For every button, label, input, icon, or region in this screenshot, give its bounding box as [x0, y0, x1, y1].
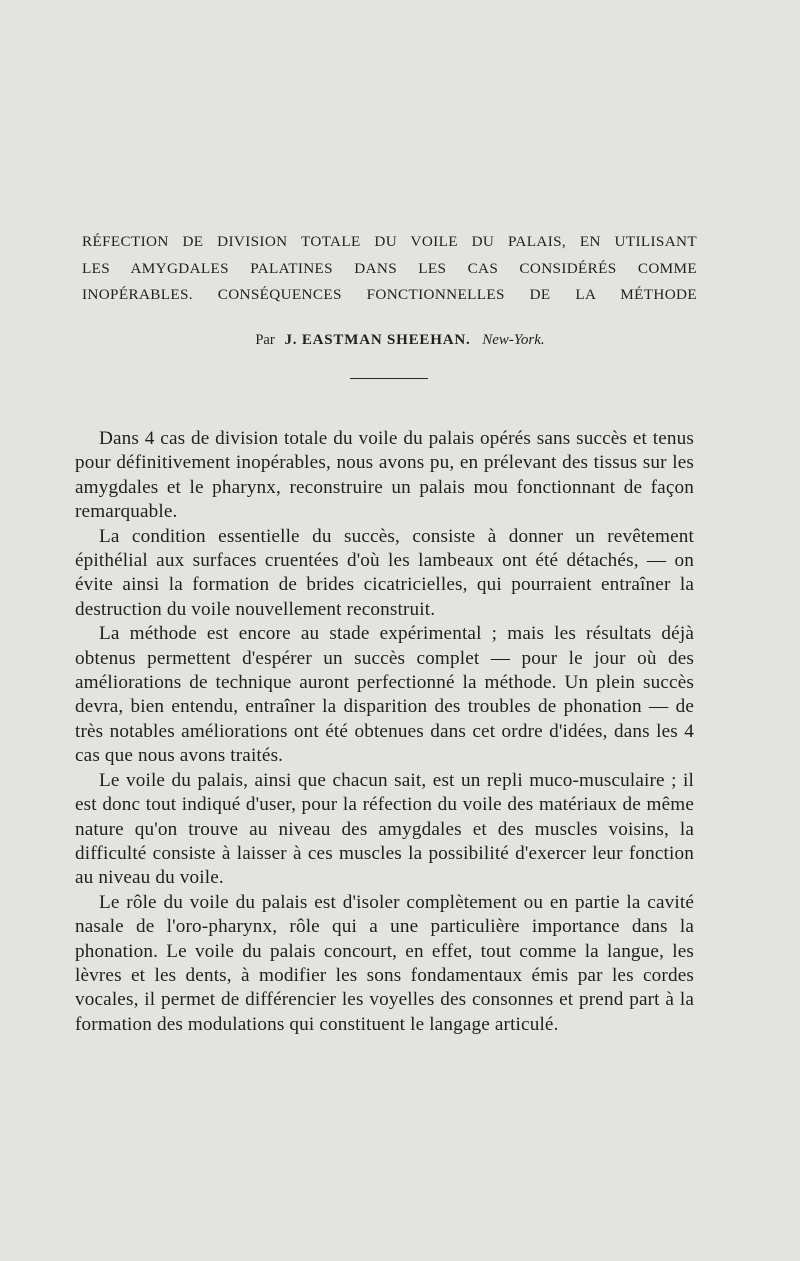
author-city: New-York.: [482, 332, 545, 348]
paragraph-4: Le voile du palais, ainsi que chacun sait, est un repli muco-musculaire ; il est donc tout indiqué d'user, pour la réfection du voile des matériaux de même nature qu'on trouve au niveau des amygdales et des muscles voisins, la difficulté consiste à laisser à ces muscles la possibilité d'exercer leur fonction au niveau du voile.: [75, 769, 694, 889]
author-name: J. EASTMAN SHEEHAN.: [284, 332, 471, 348]
paragraph-1: Dans 4 cas de division totale du voile du palais opérés sans succès et tenus pour définitivement inopérables, nous avons pu, en prélevant des tissus sur les amygdales et le pharynx, reconstruire un palais mou fonctionnant de façon remarquable.: [75, 428, 694, 523]
paragraph-2: La condition essentielle du succès, consiste à donner un revêtement épithélial aux surfaces cruentées d'où les lambeaux ont été détachés, — on évite ainsi la formation de brides cicatricielles, qui pourraient entraîner la destruction du voile nouvellement reconstruit.: [75, 525, 694, 620]
byline: [0, 330, 800, 350]
title-line-3: INOPÉRABLES. CONSÉQUENCES FONCTIONNELLES DE LA MÉTHODE: [82, 286, 697, 303]
paragraph-5: Le rôle du voile du palais est d'isoler complètement ou en partie la cavité nasale de l'oro-pharynx, rôle qui a une particulière importance dans la phonation. Le voile du palais concourt, en effet, tout comme la langue, les lèvres et les dents, à modifier les sons fondamentaux émis par les cordes vocales, il permet de différencier les voyelles des consonnes et prend part à la formation des modulations qui constituent le langage articulé.: [75, 891, 694, 1035]
article-body: [75, 427, 694, 1037]
title-line-2: LES AMYGDALES PALATINES DANS LES CAS CONSIDÉRÉS COMME: [82, 259, 697, 277]
paragraph-3: La méthode est encore au stade expérimental ; mais les résultats déjà obtenus permettent d'espérer un succès complet — pour le jour où des améliorations de technique auront perfectionné la méthode. Un plein succès devra, bien entendu, entraîner la disparition des troubles de phonation — de très notables améliorations ont été obtenues dans cet ordre d'idées, dans les 4 cas que nous avons traités.: [75, 623, 694, 767]
section-divider: [350, 378, 428, 379]
title-line-1: RÉFECTION DE DIVISION TOTALE DU VOILE DU PALAIS, EN UTILISANT: [82, 233, 697, 250]
byline-prefix: Par: [255, 332, 275, 348]
article-title: [82, 229, 697, 309]
